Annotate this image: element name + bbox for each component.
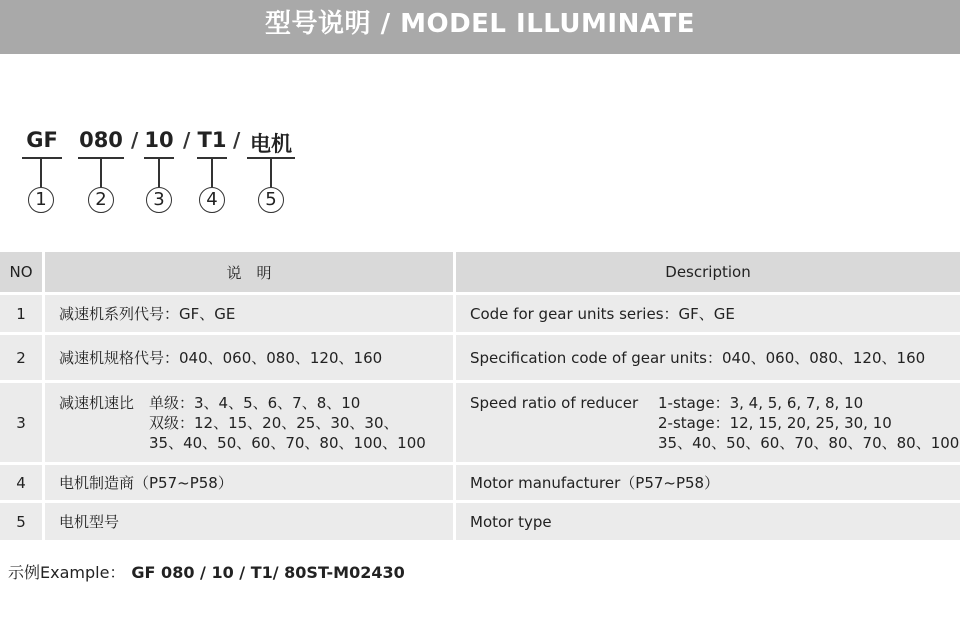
table-row [0, 380, 960, 462]
row-en [453, 380, 960, 462]
code-segment-manufacturer: T1 [197, 128, 227, 152]
row-en-text: Code for gear units series：GF、GE [470, 305, 735, 323]
row-cn [42, 462, 453, 500]
row-en-text: Motor manufacturer（P57~P58） [470, 474, 720, 492]
ratio-label: Speed ratio of reducer [470, 393, 639, 412]
table-row [0, 462, 960, 500]
row-no: 4 [0, 462, 42, 500]
code-separator: / [233, 128, 241, 152]
row-cn-line: 减速机速比 单级：3、4、5、6、7、8、10 [59, 393, 361, 412]
row-cn-line: 双级：12、15、20、25、30、30、 [59, 413, 399, 432]
leader-line [211, 159, 213, 187]
example-line [8, 560, 405, 583]
row-no: 5 [0, 500, 42, 540]
code-separator: / [183, 128, 191, 152]
code-segment-motor: 电机 [250, 132, 292, 156]
code-segment-series: GF [26, 128, 58, 152]
ratio-1stage: 1-stage：3, 4, 5, 6, 7, 8, 10 [658, 393, 864, 412]
code-segment-size: 080 [79, 128, 123, 152]
example-value: GF 080 / 10 / T1/ 80ST-M02430 [131, 563, 405, 582]
row-cn [42, 332, 453, 380]
row-en-text: Motor type [470, 512, 552, 531]
leader-line [100, 159, 102, 187]
code-separator: / [131, 128, 139, 152]
row-cn [42, 292, 453, 332]
row-no: 3 [0, 380, 42, 462]
row-cn-text: 减速机系列代号：GF、GE [59, 305, 236, 323]
row-no: 1 [0, 292, 42, 332]
row-no: 2 [0, 332, 42, 380]
row-cn-text: 电机型号 [59, 513, 120, 531]
ratio-2stage: 2-stage：12, 15, 20, 25, 30, 10 [658, 413, 892, 432]
marker-circle-1: 1 [28, 187, 54, 213]
page-header [0, 0, 960, 54]
row-cn-text: 减速机规格代号：040、060、080、120、160 [59, 349, 383, 367]
row-cn-text: 电机制造商（P57~P58） [59, 474, 233, 492]
table-row [0, 332, 960, 380]
header-cn: 说 明 [42, 252, 453, 292]
header-description: Description [453, 252, 960, 292]
row-en [453, 500, 960, 540]
spec-table [0, 252, 960, 540]
row-en-text: Specification code of gear units：040、060、080、120、160 [470, 349, 926, 367]
row-cn [42, 500, 453, 540]
table-row [0, 500, 960, 540]
code-segment-ratio: 10 [144, 128, 174, 152]
segment-underline [22, 157, 62, 159]
row-cn [42, 380, 453, 462]
leader-line [158, 159, 160, 187]
marker-circle-3: 3 [146, 187, 172, 213]
ratio-line [470, 393, 960, 413]
table-row [0, 292, 960, 332]
marker-circle-2: 2 [88, 187, 114, 213]
leader-line [40, 159, 42, 187]
table-header-row [0, 252, 960, 292]
leader-line [270, 159, 272, 187]
marker-circle-5: 5 [258, 187, 284, 213]
row-en [453, 462, 960, 500]
page-title: 型号说明 / MODEL ILLUMINATE [265, 9, 695, 39]
row-cn-line: 35、40、50、60、70、80、100、100 [59, 433, 426, 452]
ratio-2stage-cont: 35、40、50、60、70、80、70、80、100 [658, 433, 960, 452]
header-no: NO [0, 252, 42, 292]
row-en [453, 332, 960, 380]
example-label: 示例Example： [8, 563, 126, 582]
model-code-diagram [0, 120, 960, 230]
marker-circle-4: 4 [199, 187, 225, 213]
row-en [453, 292, 960, 332]
